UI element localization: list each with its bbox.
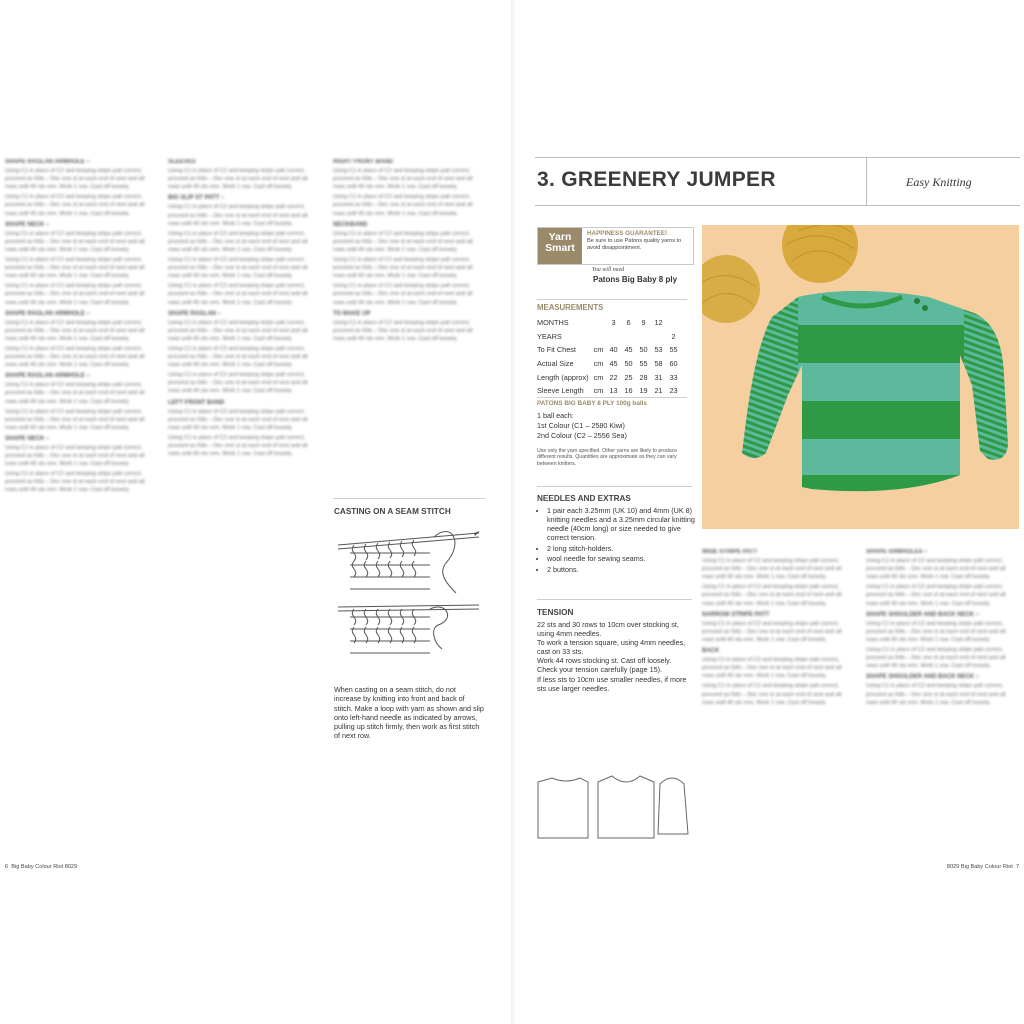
pattern-text: Using C1 in place of C2 and keeping stripe patt correct, proceed as folls – Dec one st at each end of next and alt rows until 40 sts rem. Work 1 row. Cast off loosely. <box>866 647 1006 670</box>
section-heading: RIGHT FRONT BAND <box>333 159 393 165</box>
table-cell: 16 <box>624 386 633 396</box>
row-label: Actual Size <box>537 359 574 369</box>
pattern-text: Using C1 in place of C2 and keeping stripe patt correct, proceed as folls – Dec one st at each end of next and alt rows until 40 sts rem. Work 1 row. Cast off loosely. <box>5 382 145 405</box>
pattern-text: Using C1 in place of C2 and keeping stripe patt correct, proceed as folls – Dec one st at each end of next and alt rows until 40 sts rem. Work 1 row. Cast off loosely. <box>333 257 473 280</box>
table-row <box>537 343 681 357</box>
pattern-text: Using C1 in place of C2 and keeping stripe patt correct, proceed as folls – Dec one st at each end of next and alt rows until 40 sts rem. Work 1 row. Cast off loosely. <box>866 584 1006 607</box>
casting-on-diagram <box>334 523 484 673</box>
section-heading: SHAPE NECK – <box>5 435 50 442</box>
pattern-text: Using C1 in place of C2 and keeping stripe patt correct, proceed as folls – Dec one st at each end of next and alt rows until 40 sts rem. Work 1 row. Cast off loosely. <box>168 204 308 227</box>
section-heading: SLEEVES <box>168 159 196 165</box>
badge-line: Smart <box>545 242 575 254</box>
needles-heading: NEEDLES AND EXTRAS <box>537 494 631 503</box>
section-heading: SHAPE SHOULDER AND BACK NECK – <box>866 674 980 681</box>
page-number: 6 <box>5 864 9 870</box>
divider <box>537 599 692 600</box>
pattern-text: Using C1 in place of C2 and keeping stripe patt correct, proceed as folls – Dec one st at each end of next and alt rows until 40 sts rem. Work 1 row. Cast off loosely. <box>168 168 308 191</box>
table-cell <box>621 330 636 344</box>
pattern-text: Using C1 in place of C2 and keeping stripe patt correct, proceed as folls – Dec one st at each end of next and alt rows until 40 sts rem. Work 1 row. Cast off loosely. <box>702 683 842 706</box>
you-will-need-label: You will need <box>592 267 625 273</box>
divider <box>537 397 687 398</box>
pattern-text: Using C1 in place of C2 and keeping stripe patt correct, proceed as folls – Dec one st at each end of next and alt rows until 40 sts rem. Work 1 row. Cast off loosely. <box>168 283 308 306</box>
table-cell: 22 <box>609 372 618 382</box>
pattern-text: Using C1 in place of C2 and keeping stripe patt correct, proceed as folls – Dec one st at each end of next and alt rows until 40 sts rem. Work 1 row. Cast off loosely. <box>333 168 473 191</box>
row-unit <box>591 316 606 330</box>
row-label: MONTHS <box>537 318 569 328</box>
yarn-smart-box <box>537 227 694 265</box>
yarn-line: 2nd Colour (C2 – 2556 Sea) <box>537 431 627 440</box>
divider <box>537 486 692 487</box>
casting-text: When casting on a seam stitch, do not increase by knitting into front and back of stitch. Make a loop with yarn as shown and slip onto left-hand needle as indicated by arrows, pulling up stitch firmly, then work as first stitch of next row. <box>334 685 484 741</box>
pattern-text: Using C1 in place of C2 and keeping stripe patt correct, proceed as folls – Dec one st at each end of next and alt rows until 40 sts rem. Work 1 row. Cast off loosely. <box>5 257 145 280</box>
page-title: 3. GREENERY JUMPER <box>537 168 776 191</box>
table-cell: 9 <box>641 318 646 328</box>
pattern-text: Using C1 in place of C2 and keeping stripe patt correct, proceed as folls – Dec one st at each end of next and alt rows until 40 sts rem. Work 1 row. Cast off loosely. <box>866 558 1006 581</box>
yarn-smart-heading: HAPPINESS GUARANTEE! <box>587 230 668 237</box>
pattern-text: Using C1 in place of C2 and keeping stripe patt correct, proceed as folls – Dec one st at each end of next and alt rows until 40 sts rem. Work 1 row. Cast off loosely. <box>333 194 473 217</box>
section-heading: SHAPE NECK – <box>5 221 50 228</box>
row-label: YEARS <box>537 331 562 341</box>
garment-schematic <box>532 768 692 843</box>
section-heading: SHAPE RAGLAN – <box>168 310 222 317</box>
left-page-column-3 <box>333 155 483 345</box>
table-cell: 19 <box>639 386 648 396</box>
button <box>922 305 928 311</box>
row-label: Sleeve Length <box>537 386 584 396</box>
pattern-text: Using C1 in place of C2 and keeping stripe patt correct, proceed as folls – Dec one st at each end of next and alt rows until 40 sts rem. Work 1 row. Cast off loosely. <box>702 620 842 643</box>
table-cell <box>606 330 621 344</box>
measurements-heading: MEASUREMENTS <box>537 303 604 312</box>
yarn-line: 1st Colour (C1 – 2580 Kiwi) <box>537 421 625 430</box>
pattern-text: Using C1 in place of C2 and keeping stripe patt correct, proceed as folls – Dec one st at each end of next and alt rows until 40 sts rem. Work 1 row. Cast off loosely. <box>5 194 145 217</box>
table-cell <box>651 330 666 344</box>
section-heading: TO MAKE UP <box>333 310 371 317</box>
page-gutter <box>511 0 514 1024</box>
table-cell: 23 <box>669 386 678 396</box>
casting-heading: CASTING ON A SEAM STITCH <box>334 507 451 516</box>
divider <box>333 498 485 499</box>
list-item: • 2 long stitch-holders. <box>547 544 697 553</box>
section-heading: NARROW STRIPE PATT <box>702 611 770 618</box>
pattern-text: Using C1 in place of C2 and keeping stripe patt correct, proceed as folls – Dec one st at each end of next and alt rows until 40 sts rem. Work 1 row. Cast off loosely. <box>5 471 145 494</box>
tension-heading: TENSION <box>537 608 574 617</box>
pattern-text: Using C1 in place of C2 and keeping stripe patt correct, proceed as folls – Dec one st at each end of next and alt rows until 40 sts rem. Work 1 row. Cast off loosely. <box>5 168 145 191</box>
section-heading: BACK <box>702 648 720 655</box>
title-rule <box>535 205 1020 206</box>
pattern-text: Using C1 in place of C2 and keeping stripe patt correct, proceed as folls – Dec one st at each end of next and alt rows until 40 sts rem. Work 1 row. Cast off loosely. <box>168 319 308 342</box>
table-cell: 28 <box>639 372 648 382</box>
pattern-text: Using C1 in place of C2 and keeping stripe patt correct, proceed as folls – Dec one st at each end of next and alt rows until 40 sts rem. Work 1 row. Cast off loosely. <box>5 445 145 468</box>
section-heading: SHAPE ARMHOLES – <box>866 549 928 555</box>
row-unit: cm <box>593 372 604 382</box>
footer-left <box>5 864 77 870</box>
table-cell: 58 <box>654 359 663 369</box>
yarn-quantities <box>537 411 627 441</box>
page-subtitle: Easy Knitting <box>906 175 972 189</box>
pattern-text: Using C1 in place of C2 and keeping stripe patt correct, proceed as folls – Dec one st at each end of next and alt rows until 40 sts rem. Work 1 row. Cast off loosely. <box>5 230 145 253</box>
pattern-text: Using C1 in place of C2 and keeping stripe patt correct, proceed as folls – Dec one st at each end of next and alt rows until 40 sts rem. Work 1 row. Cast off loosely. <box>168 434 308 458</box>
list-item: • wool needle for sewing seams. <box>547 554 697 563</box>
divider <box>537 299 687 300</box>
table-cell: 21 <box>654 386 663 396</box>
pattern-text: Using C1 in place of C2 and keeping stripe patt correct, proceed as folls – Dec one st at each end of next and alt rows until 40 sts rem. Work 1 row. Cast off loosely. <box>333 230 473 253</box>
tension-line: If less sts to 10cm use smaller needles, if more sts use larger needles. <box>537 674 687 693</box>
yarn-note: Use only the yarn specified. Other yarns are likely to produce different results. Quantities are approximate as they can vary between knitters. <box>537 448 678 467</box>
pattern-text: Using C1 in place of C2 and keeping stripe patt correct, proceed as folls – Dec one st at each end of next and alt rows until 40 sts rem. Work 1 row. Cast off loosely. <box>702 657 842 680</box>
row-unit: cm <box>593 386 604 396</box>
table-cell: 31 <box>654 372 663 382</box>
title-divider <box>866 157 867 205</box>
list-item: • 2 buttons. <box>547 565 697 574</box>
yarn-line: 1 ball each: <box>537 411 574 420</box>
table-row <box>537 330 681 344</box>
pattern-text: Using C1 in place of C2 and keeping stripe patt correct, proceed as folls – Dec one st at each end of next and alt rows until 40 sts rem. Work 1 row. Cast off loosely. <box>168 230 308 253</box>
section-heading: SHAPE RAGLAN ARMHOLE – <box>5 159 90 165</box>
button <box>914 298 920 304</box>
section-heading: SHAPE SHOULDER AND BACK NECK – <box>866 611 980 618</box>
measurements-table <box>537 316 681 398</box>
pattern-text: Using C1 in place of C2 and keeping stripe patt correct, proceed as folls – Dec one st at each end of next and alt rows until 40 sts rem. Work 1 row. Cast off loosely. <box>5 345 145 369</box>
page-number: 7 <box>1015 864 1019 870</box>
table-cell: 2 <box>671 331 676 341</box>
tension-line: Work 44 rows stocking st. Cast off loosely. <box>537 656 672 666</box>
table-cell: 13 <box>609 386 618 396</box>
pattern-text: Using C1 in place of C2 and keeping stripe patt correct, proceed as folls – Dec one st at each end of next and alt rows until 40 sts rem. Work 1 row. Cast off loosely. <box>168 408 308 431</box>
table-row <box>537 384 681 398</box>
row-unit <box>591 330 606 344</box>
section-heading: SHAPE RAGLAN ARMHOLE – <box>5 373 90 380</box>
table-cell: 55 <box>639 359 648 369</box>
tension-line: To work a tension square, using 4mm needles, cast on 33 sts. <box>537 638 686 657</box>
list-item: • 1 pair each 3.25mm (UK 10) and 4mm (UK 8) knitting needles and a 3.25mm circular knitting needle (40cm long) or size needed to give correct tension. <box>547 506 697 542</box>
footer-text: Big Baby Colour Riot 8029 <box>11 864 78 870</box>
right-page-column-2 <box>866 545 1016 709</box>
table-cell: 55 <box>669 345 678 355</box>
table-cell: 3 <box>611 318 616 328</box>
tension-text <box>537 620 697 693</box>
table-row <box>537 316 681 330</box>
pattern-text: Using C1 in place of C2 and keeping stripe patt correct, proceed as folls – Dec one st at each end of next and alt rows until 40 sts rem. Work 1 row. Cast off loosely. <box>333 319 473 342</box>
pattern-text: Using C1 in place of C2 and keeping stripe patt correct, proceed as folls – Dec one st at each end of next and alt rows until 40 sts rem. Work 1 row. Cast off loosely. <box>5 283 145 306</box>
yarn-smart-badge <box>538 228 582 264</box>
pattern-text: Using C1 in place of C2 and keeping stripe patt correct, proceed as folls – Dec one st at each end of next and alt rows until 40 sts rem. Work 1 row. Cast off loosely. <box>168 257 308 280</box>
footer-text: 8029 Big Baby Colour Riot <box>946 864 1013 870</box>
yarn-smart-text: Be sure to use Patons quality yarns to avoid disappointment. <box>587 238 682 251</box>
jumper-photo <box>702 225 1019 529</box>
table-cell: 60 <box>669 359 678 369</box>
table-cell: 33 <box>669 372 678 382</box>
row-unit: cm <box>593 345 604 355</box>
row-unit: cm <box>593 359 604 369</box>
pattern-text: Using C1 in place of C2 and keeping stripe patt correct, proceed as folls – Dec one st at each end of next and alt rows until 40 sts rem. Work 1 row. Cast off loosely. <box>866 683 1006 706</box>
yarn-heading: PATONS BIG BABY 8 PLY 100g balls <box>537 400 647 407</box>
table-cell <box>636 330 651 344</box>
table-cell: 50 <box>624 359 633 369</box>
pattern-text: Using C1 in place of C2 and keeping stripe patt correct, proceed as folls – Dec one st at each end of next and alt rows until 40 sts rem. Work 1 row. Cast off loosely. <box>168 372 308 395</box>
pattern-text: Using C1 in place of C2 and keeping stripe patt correct, proceed as folls – Dec one st at each end of next and alt rows until 40 sts rem. Work 1 row. Cast off loosely. <box>333 283 473 306</box>
table-cell: 45 <box>609 359 618 369</box>
tension-line: Check your tension carefully (page 15). <box>537 665 663 675</box>
footer-right <box>947 864 1019 870</box>
row-label: To Fit Chest <box>537 345 576 355</box>
table-row <box>537 357 681 371</box>
left-page-column-1 <box>5 155 153 497</box>
table-cell: 6 <box>626 318 631 328</box>
pattern-text: Using C1 in place of C2 and keeping stripe patt correct, proceed as folls – Dec one st at each end of next and alt rows until 40 sts rem. Work 1 row. Cast off loosely. <box>866 620 1006 643</box>
table-cell: 40 <box>609 345 618 355</box>
section-heading: SHAPE RAGLAN ARMHOLE – <box>5 310 90 317</box>
table-cell <box>666 316 681 330</box>
left-page-column-2 <box>168 155 316 460</box>
table-cell: 45 <box>624 345 633 355</box>
table-cell: 53 <box>654 345 663 355</box>
needles-list <box>537 506 697 575</box>
right-page-column-1 <box>702 545 852 709</box>
pattern-text: Using C1 in place of C2 and keeping stripe patt correct, proceed as folls – Dec one st at each end of next and alt rows until 40 sts rem. Work 1 row. Cast off loosely. <box>168 345 308 369</box>
table-cell: 12 <box>654 318 663 328</box>
table-cell: 25 <box>624 372 633 382</box>
section-heading: LEFT FRONT BAND <box>168 399 225 406</box>
section-heading: NECKBAND <box>333 221 368 228</box>
badge-line: Yarn <box>548 231 572 243</box>
you-will-need-value: Patons Big Baby 8 ply <box>593 275 678 284</box>
tension-line: 22 sts and 30 rows to 10cm over stocking st, using 4mm needles. <box>537 620 679 639</box>
table-cell: 50 <box>639 345 648 355</box>
pattern-text: Using C1 in place of C2 and keeping stripe patt correct, proceed as folls – Dec one st at each end of next and alt rows until 40 sts rem. Work 1 row. Cast off loosely. <box>702 558 842 581</box>
section-heading: BIG SLIP ST PATT – <box>168 195 225 202</box>
table-row <box>537 370 681 384</box>
pattern-text: Using C1 in place of C2 and keeping stripe patt correct, proceed as folls – Dec one st at each end of next and alt rows until 40 sts rem. Work 1 row. Cast off loosely. <box>5 408 145 431</box>
section-heading: WIDE STRIPE PATT <box>702 549 758 555</box>
title-rule <box>535 157 1020 158</box>
pattern-text: Using C1 in place of C2 and keeping stripe patt correct, proceed as folls – Dec one st at each end of next and alt rows until 40 sts rem. Work 1 row. Cast off loosely. <box>5 319 145 342</box>
row-label: Length (approx) <box>537 372 589 382</box>
pattern-text: Using C1 in place of C2 and keeping stripe patt correct, proceed as folls – Dec one st at each end of next and alt rows until 40 sts rem. Work 1 row. Cast off loosely. <box>702 584 842 607</box>
